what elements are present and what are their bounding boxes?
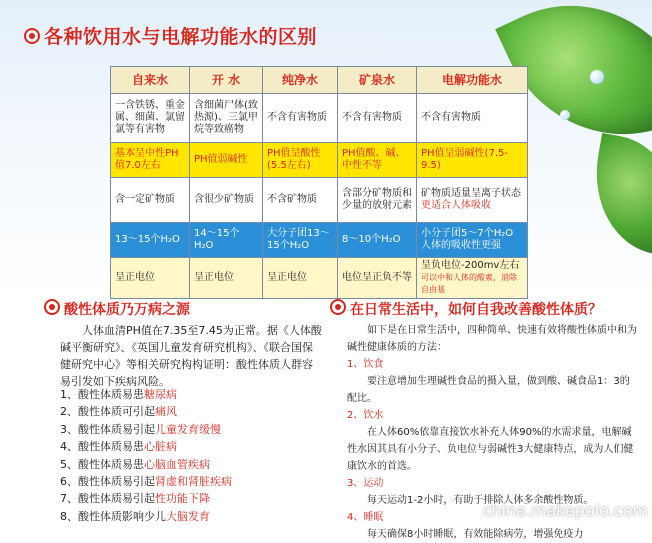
bullet-icon <box>24 28 40 44</box>
table-row <box>111 178 528 223</box>
water-drop-icon <box>560 110 570 120</box>
table-row <box>111 258 528 299</box>
left-section-heading: 酸性体质乃万病之源 <box>44 299 190 319</box>
method-heading: 1、饮食 <box>347 359 384 370</box>
list-item: 2、酸性体质可引起痛风 <box>60 405 177 419</box>
table-cell: PH值弱碱性 <box>190 143 263 178</box>
cell-text: 矿物质适量呈离子状态 <box>421 188 521 199</box>
table-cell <box>417 178 528 223</box>
table-header: 自来水 <box>111 67 190 94</box>
intro-text: 如下是在日常生活中，四种简单、快速有效将酸性体质中和为碱性健康体质的方法： <box>347 325 637 353</box>
table-cell: 基本呈中性PH值7.0左右 <box>111 143 190 178</box>
list-item: 7、酸性体质易引起性功能下降 <box>60 492 210 506</box>
list-item: 4、酸性体质易患心脏病 <box>60 440 177 454</box>
table-cell: 含一定矿物质 <box>111 178 190 223</box>
table-row <box>111 223 528 258</box>
list-item: 5、酸性体质易患心脑血管疾病 <box>60 457 210 471</box>
table-cell: 一含铁锈、重金属、细菌、氯留氯等有害物 <box>111 94 190 143</box>
table-cell: 含部分矿物质和少量的放射元素 <box>338 178 417 223</box>
right-section-heading: 在日常生活中，如何自我改善酸性体质？ <box>330 299 602 319</box>
method-heading: 2、饮水 <box>347 410 384 421</box>
table-cell: 不含矿物质 <box>263 178 338 223</box>
list-item: 3、酸性体质易引起儿童发育缓慢 <box>60 422 221 436</box>
table-cell: 8～10个H₂O <box>338 223 417 258</box>
cell-highlight: 更适合人体吸收 <box>421 200 491 211</box>
table-cell: PH值呈弱碱性(7.5-9.5) <box>417 143 528 178</box>
table-row <box>111 143 528 178</box>
table-cell: 14～15个H₂O <box>190 223 263 258</box>
table-cell: 不含有害物质 <box>263 94 338 143</box>
table-cell <box>417 258 528 299</box>
method-heading: 4、睡眠 <box>347 512 384 523</box>
table-cell: 含细菌尸体(致热源)、三氯甲烷等致癌物 <box>190 94 263 143</box>
list-item: 8、酸性体质影响少儿大脑发育 <box>60 509 210 523</box>
bullet-icon <box>330 299 346 315</box>
method-text: 要注意增加生理碱性食品的摄入量，做到酸、碱食品1：3的配比。 <box>347 376 630 404</box>
list-item: 1、酸性体质易患糖尿病 <box>60 388 177 401</box>
cell-highlight: 人体的吸收性更强 <box>421 240 501 251</box>
method-text: 在人体60%依靠直接饮水补充人体90%的水需求量，电解碱性水因其具有小分子、负电位与弱碱性3大健康特点，成为人们健康饮水的首选。 <box>347 427 634 472</box>
table-row <box>111 94 528 143</box>
method-text: 每天确保8小时睡眠，有效能除病劳，增强免疫力 <box>367 529 584 540</box>
disease-list <box>60 386 232 525</box>
table-header: 纯净水 <box>263 67 338 94</box>
table-cell: 含很少矿物质 <box>190 178 263 223</box>
method-heading: 3、运动 <box>347 478 384 489</box>
method-text: 每天运动1-2小时，有助于排除人体多余酸性物质。 <box>367 495 594 506</box>
comparison-table <box>110 66 528 299</box>
table-cell: 不含有害物质 <box>417 94 528 143</box>
table-cell: 呈正电位 <box>263 258 338 299</box>
table-header: 开 水 <box>190 67 263 94</box>
cell-text: 呈负电位-200mv左右 <box>421 260 520 271</box>
table-header: 矿泉水 <box>338 67 417 94</box>
table-cell: PH值呈酸性(5.5左右) <box>263 143 338 178</box>
table-cell: 呈正电位 <box>111 258 190 299</box>
table-cell <box>417 223 528 258</box>
watermark: china.makepolo.com <box>482 501 648 520</box>
table-header: 电解功能水 <box>417 67 528 94</box>
table-cell: 不含有害物质 <box>338 94 417 143</box>
table-cell: 呈正电位 <box>190 258 263 299</box>
water-drop-icon <box>590 70 604 84</box>
table-cell: 大分子团13～15个H₂O <box>263 223 338 258</box>
list-item: 6、酸性体质易引起肾虚和肾脏疾病 <box>60 475 232 489</box>
table-cell: 电位呈正负不等 <box>338 258 417 299</box>
table-cell: PH值酸、碱、中性不等 <box>338 143 417 178</box>
page-title: 各种饮用水与电解功能水的区别 <box>24 22 317 49</box>
left-paragraph: 人体血清PH值在7.35至7.45为正常。据《人体酸碱平衡研究》、《英国儿童发育研究机构》、《联合国保健研究中心》等相关研究构构证明：酸性体质人群容易引发如下疾病风险。 <box>60 324 322 388</box>
bullet-icon <box>44 299 60 315</box>
cell-text: 小分子团5～7个H₂O <box>421 228 514 239</box>
cell-highlight: 可以中和人体的酸素，消除自由基 <box>421 273 517 294</box>
table-cell: 13～15个H₂O <box>111 223 190 258</box>
